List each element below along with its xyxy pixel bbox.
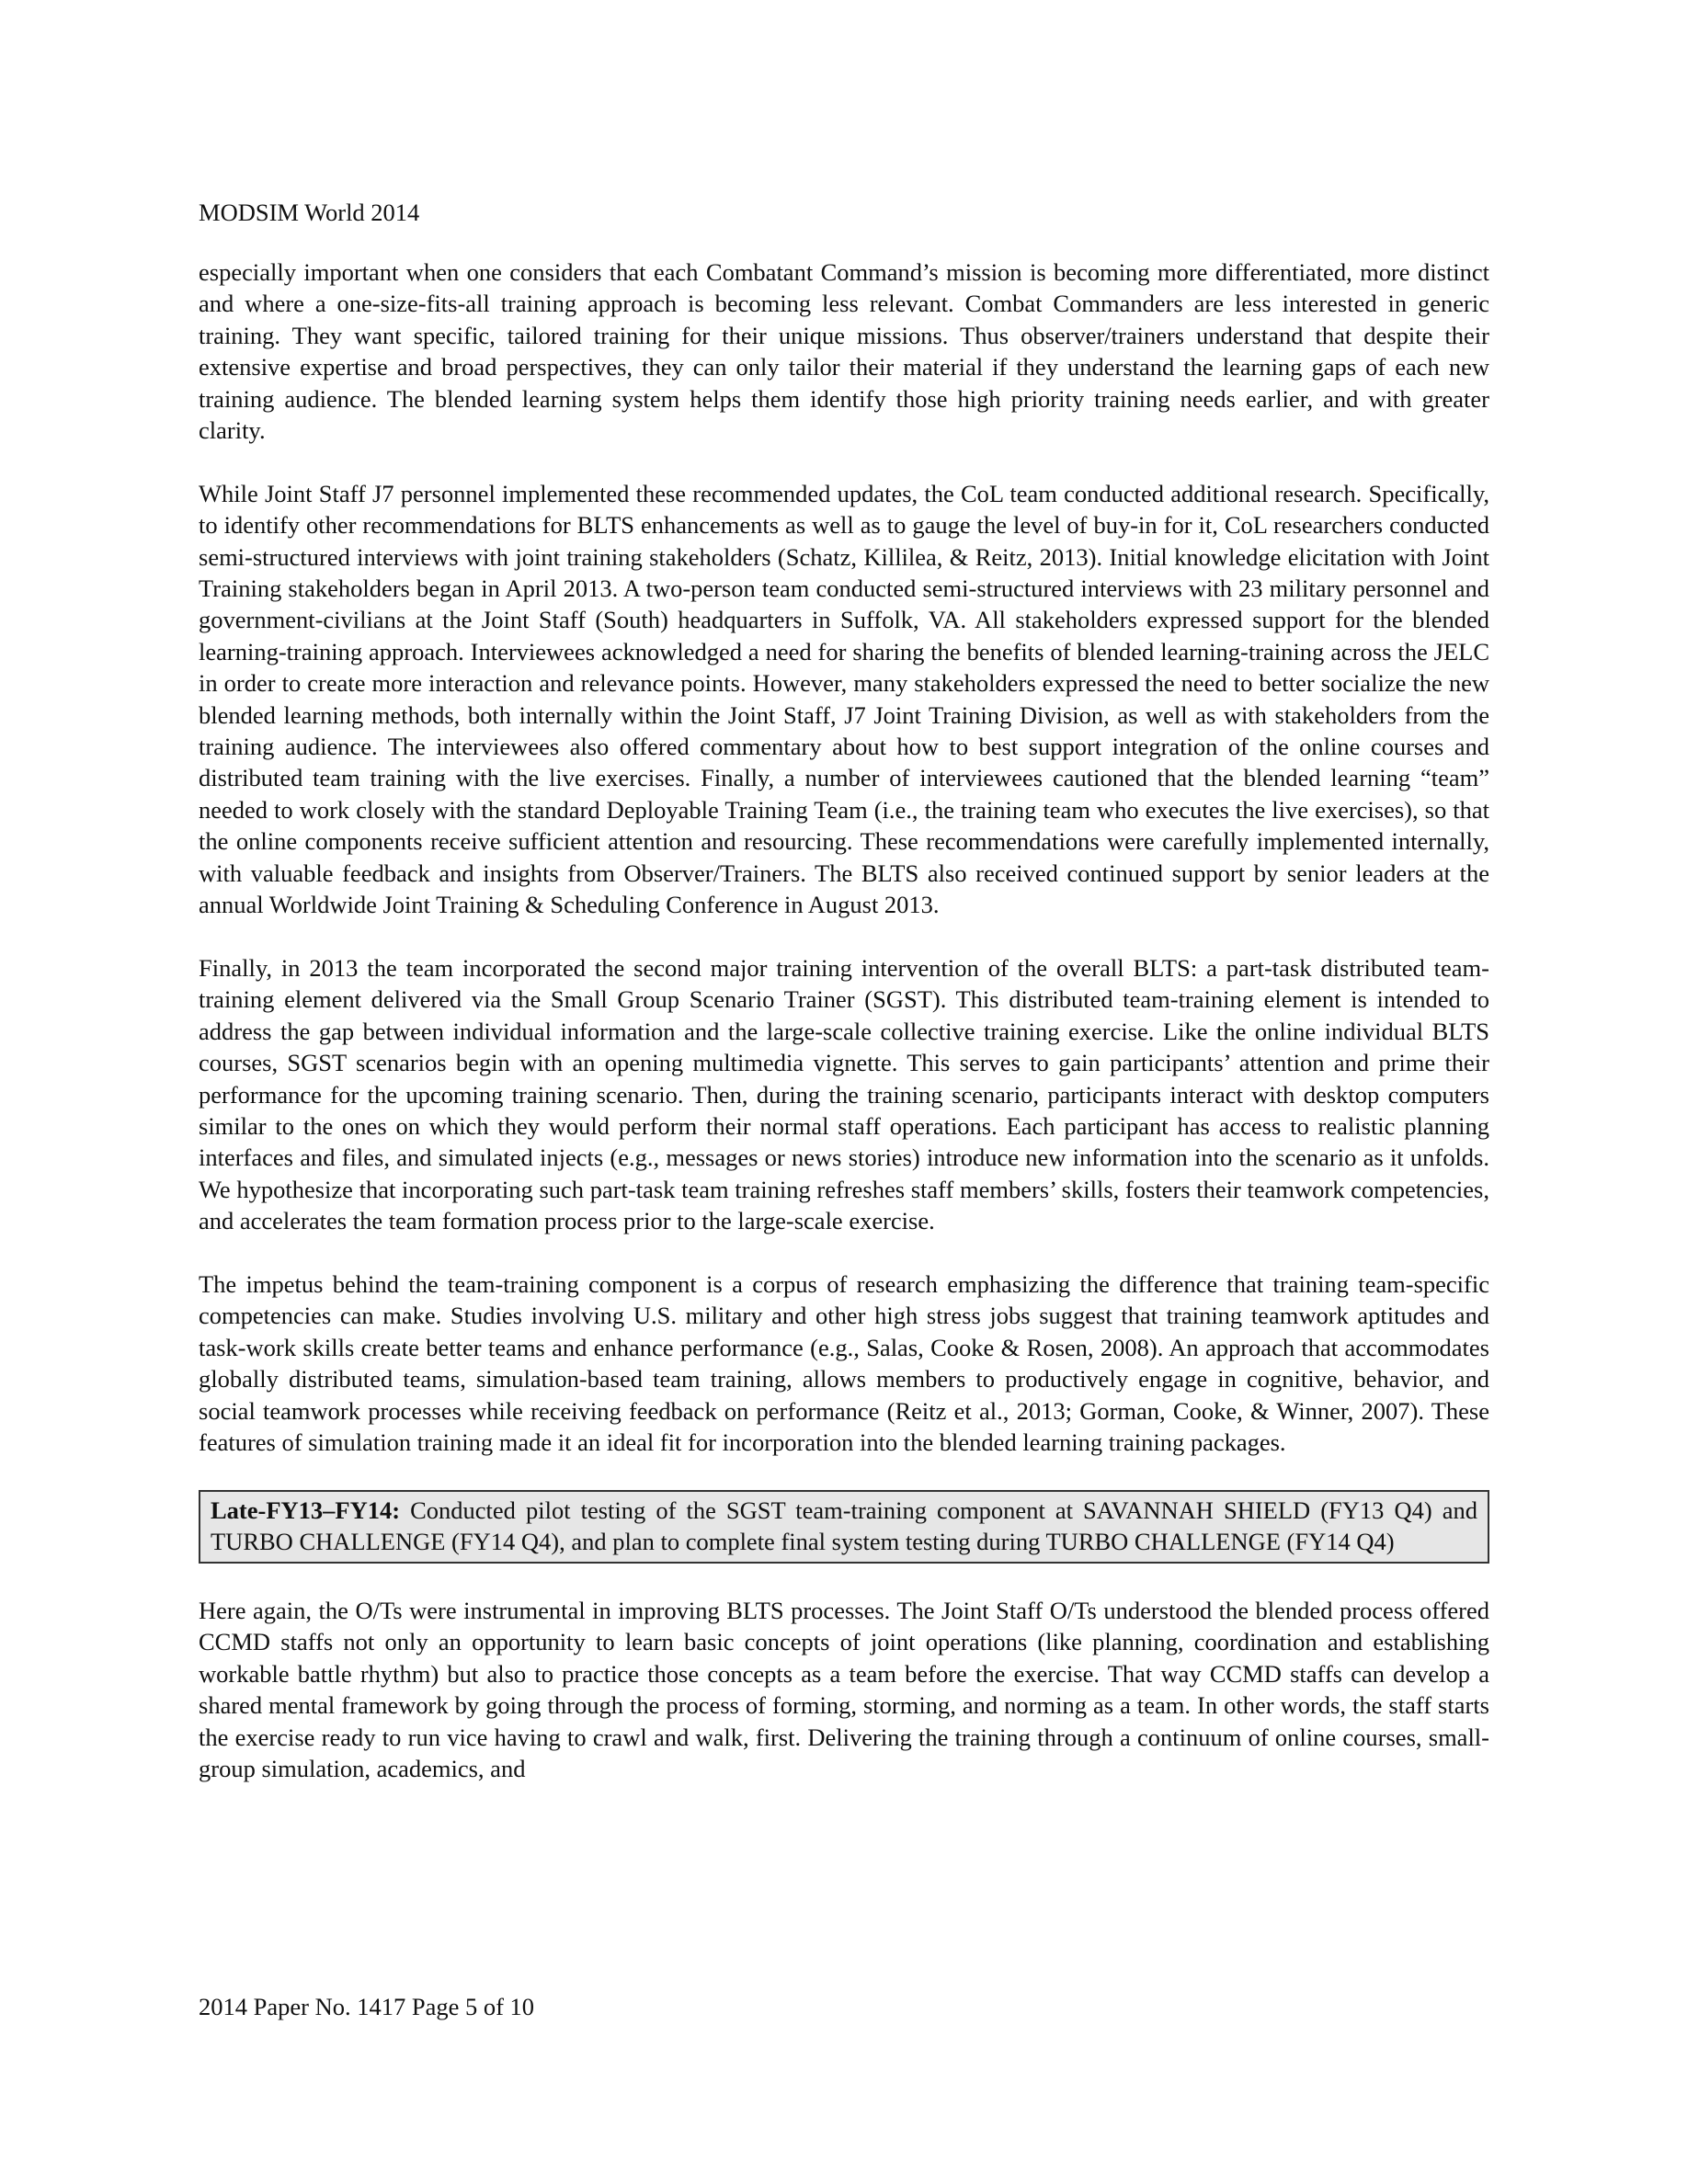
paragraph-2: While Joint Staff J7 personnel implemented these recommended updates, the CoL team conducted additional research. Specifically, to identify other recommendations for BLTS enhancements as well as to gauge the level of buy-in for it, CoL researchers conducted semi-structured interviews with joint training stakeholders (Schatz, Killilea, & Reitz, 2013). Initial knowledge elicitation with Joint Training stakeholders began in April 2013. A two-person team conducted semi-structured interviews with 23 military personnel and government-civilians at the Joint Staff (South) headquarters in Suffolk, VA. All stakeholders expressed support for the blended learning-training approach. Interviewees acknowledged a need for sharing the benefits of blended learning-training across the JELC in order to create more interaction and relevance points. However, many stakeholders expressed the need to better socialize the new blended learning methods, both internally within the Joint Staff, J7 Joint Training Division, as well as with stakeholders from the training audience. The interviewees also offered commentary about how to best support integration of the online courses and distributed team training with the live exercises. Finally, a number of interviewees cautioned that the blended learning “team” needed to work closely with the standard Deployable Training Team (i.e., the training team who executes the live exercises), so that the online components receive sufficient attention and resourcing. These recommendations were carefully implemented internally, with valuable feedback and insights from Observer/Trainers. The BLTS also received continued support by senior leaders at the annual Worldwide Joint Training & Scheduling Conference in August 2013. xyxy=(199,479,1489,919)
paragraph-5: Here again, the O/Ts were instrumental in improving BLTS processes. The Joint Staff O/Ts understood the blended process offered CCMD staffs not only an opportunity to learn basic concepts of joint operations (like planning, coordination and establishing workable battle rhythm) but also to practice those concepts as a team before the exercise. That way CCMD staffs can develop a shared mental framework by going through the process of forming, storming, and norming as a team. In other words, the staff starts the exercise ready to run vice having to crawl and walk, first. Delivering the training through a continuum of online courses, small-group simulation, academics, and xyxy=(199,1596,1489,1783)
paragraph-3: Finally, in 2013 the team incorporated the second major training intervention of the overall BLTS: a part-task distributed team-training element delivered via the Small Group Scenario Trainer (SGST). This distributed team-training element is intended to address the gap between individual information and the large-scale collective training exercise. Like the online individual BLTS courses, SGST scenarios begin with an opening multimedia vignette. This serves to gain participants’ attention and prime their performance for the upcoming training scenario. Then, during the training scenario, participants interact with desktop computers similar to the ones on which they would perform their normal staff operations. Each participant has access to realistic planning interfaces and files, and simulated injects (e.g., messages or news stories) introduce new information into the scenario as it unfolds. We hypothesize that incorporating such part-task team training refreshes staff members’ skills, fosters their teamwork competencies, and accelerates the team formation process prior to the large-scale exercise. xyxy=(199,953,1489,1235)
body-text xyxy=(199,256,1489,1816)
callout-text: Conducted pilot testing of the SGST team-training component at SAVANNAH SHIELD (FY13 Q4) and TURBO CHALLENGE (FY14 Q4), and plan to complete final system testing during TURBO CHALLENGE (FY14 Q4) xyxy=(211,1496,1477,1556)
page-footer: 2014 Paper No. 1417 Page 5 of 10 xyxy=(199,1993,535,2020)
callout-label: Late-FY13–FY14: xyxy=(211,1496,401,1524)
paragraph-1: especially important when one considers that each Combatant Command’s mission is becoming more differentiated, more distinct and where a one-size-fits-all training approach is becoming less relevant. Combat Commanders are less interested in generic training. They want specific, tailored training for their unique missions. Thus observer/trainers understand that despite their extensive expertise and broad perspectives, they can only tailor their material if they understand the learning gaps of each new training audience. The blended learning system helps them identify those high priority training needs earlier, and with greater clarity. xyxy=(199,258,1489,445)
paragraph-4: The impetus behind the team-training component is a corpus of research emphasizing the difference that training team-specific competencies can make. Studies involving U.S. military and other high stress jobs suggest that training teamwork aptitudes and task-work skills create better teams and enhance performance (e.g., Salas, Cooke & Rosen, 2008). An approach that accommodates globally distributed teams, simulation-based team training, allows members to productively engage in cognitive, behavior, and social teamwork processes while receiving feedback on performance (Reitz et al., 2013; Gorman, Cooke, & Winner, 2007). These features of simulation training made it an ideal fit for incorporation into the blended learning training packages. xyxy=(199,1269,1489,1456)
milestone-callout-box xyxy=(199,1490,1489,1564)
running-header: MODSIM World 2014 xyxy=(199,199,420,226)
